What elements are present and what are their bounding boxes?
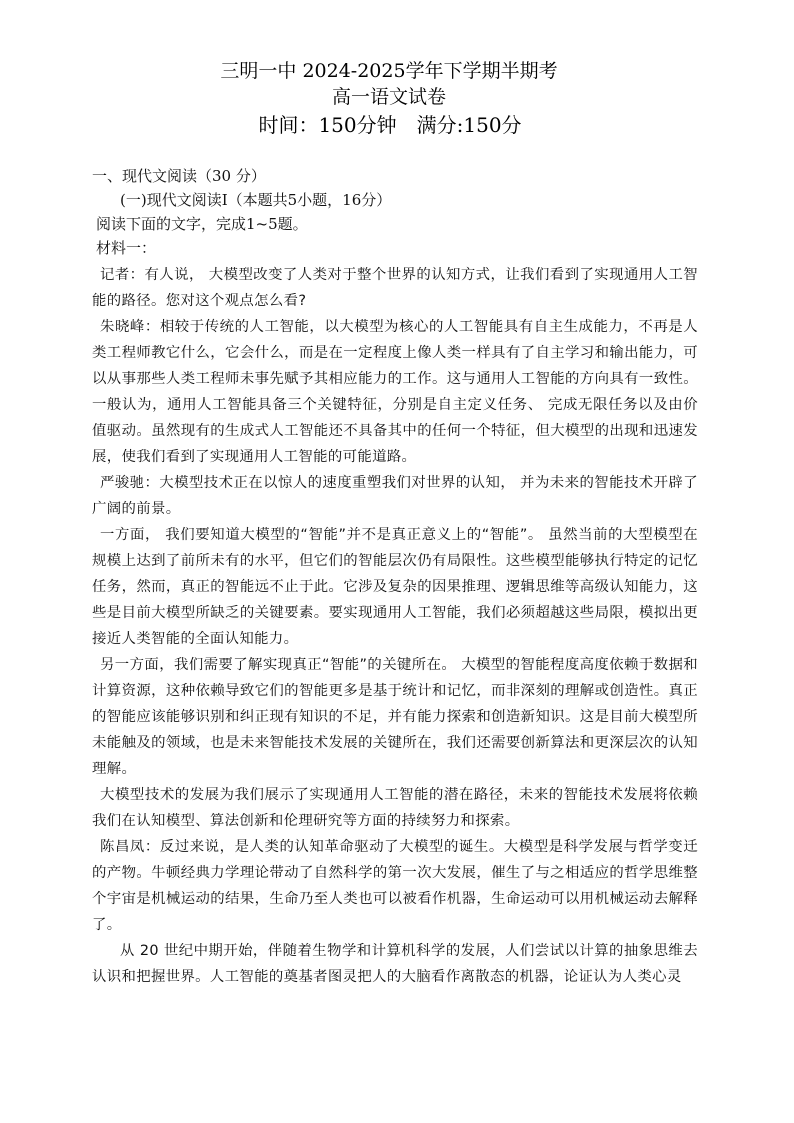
paragraph-8: 从 20 世纪中期开始，伴随着生物学和计算机科学的发展，人们尝试以计算的抽象思维去认识和把握世界。人工智能的奠基者图灵把人的大脑看作离散态的机器，论证认为人类心灵 [92,943,698,985]
paragraph-4: 一方面， 我们要知道大模型的“智能”并不是真正意义上的“智能”。 虽然当前的大型模型在规模上达到了前所未有的水平，但它们的智能层次仍有局限性。这些模型能够执行特定的记忆任务，然而，真正的智能远不止于此。它涉及复杂的因果推理、逻辑思维等高级认知能力，这些是目前大模型所缺乏的关键要素。要实现通用人工智能，我们必须超越这些局限，模拟出更接近人类智能的全面认知能力。 [92,527,698,647]
reading-instruction: 阅读下面的文字，完成1~5题。 [96,215,308,233]
paragraph-7: 陈昌凤：反过来说，是人类的认知革命驱动了大模型的诞生。大模型是科学发展与哲学变迁的产物。牛顿经典力学理论带动了自然科学的第一次大发展，催生了与之相适应的哲学思维整个宇宙是机械运动的结果，生命乃至人类也可以被看作机器，生命运动可以用机械运动去解释了。 [92,839,698,933]
paragraph-5: 另一方面，我们需要了解实现真正“智能”的关键所在。 大模型的智能程度高度依赖于数据和计算资源，这种依赖导致它们的智能更多是基于统计和记忆，而非深刻的理解或创造性。真正的智能应该能够识别和纠正现有知识的不足，并有能力探索和创造新知识。这是目前大模型所未能触及的领域，也是未来智能技术发展的关键所在，我们还需要创新算法和更深层次的认知理解。 [92,657,698,777]
exam-school-title: 三明一中 2024-2025学年下学期半期考 [220,60,558,82]
paragraph-1: 记者：有人说， 大模型改变了人类对于整个世界的认知方式，让我们看到了实现通用人工智能的路径。您对这个观点怎么看? [92,267,698,309]
exam-subject-title: 高一语文试卷 [331,86,446,108]
material-label: 材料一： [96,239,157,257]
reading-passage [92,262,698,990]
subsection-title: (一)现代文阅读Ⅰ（本题共5小题，16分） [120,191,392,209]
section-title: 一、现代文阅读（30 分） [92,167,266,185]
paragraph-2: 朱晓峰：相较于传统的人工智能，以大模型为核心的人工智能具有自主生成能力，不再是人类工程师教它什么，它会什么，而是在一定程度上像人类一样具有了自主学习和输出能力，可以从事那些人类工程师未事先赋予其相应能力的工作。这与通用人工智能的方向具有一致性。一般认为，通用人工智能具备三个关键特征，分别是自主定义任务、 完成无限任务以及由价值驱动。虽然现有的生成式人工智能还不具备其中的任何一个特征，但大模型的出现和迅速发展，使我们看到了实现通用人工智能的可能道路。 [92,319,698,465]
paragraph-3: 严骏驰：大模型技术正在以惊人的速度重塑我们对世界的认知， 并为未来的智能技术开辟了广阔的前景。 [92,475,698,517]
exam-time-score: 时间：150分钟 满分:150分 [258,113,522,137]
exam-header [92,58,698,140]
paragraph-6: 大模型技术的发展为我们展示了实现通用人工智能的潜在路径，未来的智能技术发展将依赖我们在认知模型、算法创新和伦理研究等方面的持续努力和探索。 [92,787,698,829]
